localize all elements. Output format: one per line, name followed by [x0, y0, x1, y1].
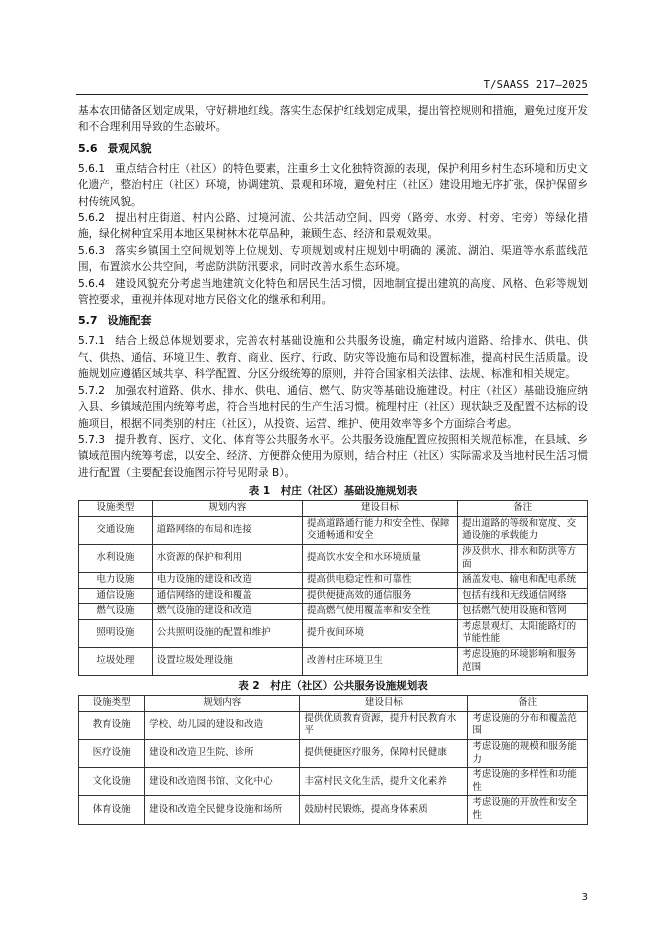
section-title: 景观风貌 [107, 141, 152, 155]
table-cell: 水利设施 [79, 544, 153, 572]
infrastructure-table [78, 500, 588, 676]
table-row [79, 544, 588, 572]
table1-caption: 表 1 村庄（社区）基础设施规划表 [248, 485, 418, 498]
clause-text: 重点结合村庄（社区）的特色要素，注重乡土文化独特资源的表现，保护利用乡村生态环境和历史文化遗产，整治村庄（社区）环境，协调建筑、景观和环境，避免村庄（社区）建设用地无序扩张，保护保留乡村传统风貌。 [78, 162, 588, 208]
table-row [79, 740, 588, 768]
header-rule [76, 94, 588, 95]
clause-5-7-1 [78, 333, 588, 382]
table-cell: 交通设施 [79, 516, 153, 544]
table-cell: 燃气设施 [79, 604, 153, 620]
header-cell: 建设目标 [302, 501, 457, 517]
table-cell: 教育设施 [79, 711, 145, 739]
table2-caption: 表 2 村庄（社区）公共服务设施规划表 [238, 680, 428, 693]
table-cell: 提高道路通行能力和安全性、保障交通畅通和安全 [302, 516, 457, 544]
clause-text: 提出村庄街道、村内公路、过境河流、公共活动空间、四旁（路旁、水旁、村旁、宅旁）等绿化措施，绿化树种宜采用本地区果树林木花草品种，兼顾生态、经济和景观效果。 [78, 212, 588, 241]
header-cell: 规划内容 [152, 501, 302, 517]
table-cell: 改善村庄环境卫生 [302, 648, 457, 676]
table-cell: 设置垃圾处理设施 [152, 648, 302, 676]
table-cell: 提高供电稳定性和可靠性 [302, 573, 457, 589]
clause-5-6-2 [78, 210, 588, 243]
table-row [79, 573, 588, 589]
table-cell: 提供优质教育资源，提升村民教育水平 [300, 711, 468, 739]
table-cell: 考虑设施的规模和服务能力 [468, 740, 588, 768]
table-cell: 建设和改造卫生院、诊所 [145, 740, 300, 768]
clause-5-6-4 [78, 276, 588, 309]
header-cell: 建设目标 [300, 696, 468, 712]
table-cell: 燃气设施的建设和改造 [152, 604, 302, 620]
clause-5-7-3 [78, 432, 588, 481]
public-service-table [78, 695, 588, 824]
table-cell: 通信设施 [79, 588, 153, 604]
page-number: 3 [581, 892, 588, 903]
table-header-row [79, 501, 588, 517]
table-cell: 学校、幼儿园的建设和改造 [145, 711, 300, 739]
table-cell: 鼓励村民锻炼，提高身体素质 [300, 796, 468, 824]
table-cell: 涵盖发电、输电和配电系统 [458, 573, 588, 589]
table-row [79, 604, 588, 620]
table-cell: 公共照明设施的配置和维护 [152, 619, 302, 647]
table-cell: 道路网络的布局和连接 [152, 516, 302, 544]
clause-5-6-3 [78, 243, 588, 276]
standard-code: T/SAASS 217—2025 [483, 79, 588, 91]
table-cell: 建设和改造图书馆、文化中心 [145, 768, 300, 796]
table-cell: 提升夜间环境 [302, 619, 457, 647]
clause-number: 5.7.3 [78, 433, 105, 446]
header-cell: 规划内容 [145, 696, 300, 712]
clause-number: 5.6.4 [78, 277, 105, 290]
page-content [78, 103, 588, 825]
section-number: 5.6 [78, 141, 98, 155]
table-cell: 医疗设施 [79, 740, 145, 768]
clause-number: 5.6.3 [78, 244, 105, 257]
table-cell: 建设和改造全民健身设施和场所 [145, 796, 300, 824]
intro-paragraph: 基本农田储备区划定成果，守好耕地红线。落实生态保护红线划定成果，提出管控规则和措施，避免过度开发和不合理利用导致的生态破坏。 [78, 105, 588, 134]
table-row [79, 711, 588, 739]
table-cell: 包括有线和无线通信网络 [458, 588, 588, 604]
clause-number: 5.7.2 [78, 384, 105, 397]
table-cell: 考虑设施的多样性和功能性 [468, 768, 588, 796]
table-cell: 考虑设施的环境影响和服务范围 [458, 648, 588, 676]
header-cell: 设施类型 [79, 696, 145, 712]
table-cell: 提供便捷高效的通信服务 [302, 588, 457, 604]
table-cell: 提高饮水安全和水环境质量 [302, 544, 457, 572]
clause-5-7-2 [78, 383, 588, 432]
clause-text: 落实乡镇国土空间规划等上位规划、专项规划或村庄规划中明确的 溪流、湖泊、渠道等水系蓝线范围，布置滨水公共空间，考虑防洪防汛要求，同时改善水系生态环境。 [78, 244, 588, 274]
table-cell: 考虑设施的分布和覆盖范围 [468, 711, 588, 739]
table-row [79, 768, 588, 796]
table-cell: 提高燃气使用覆盖率和安全性 [302, 604, 457, 620]
clause-text: 提升教育、医疗、文化、体育等公共服务水平。公共服务设施配置应按照相关规范标准，在县域、乡镇域范围内统筹考虑，以安全、经济、方便群众使用为原则，结合村庄（社区）实际需求及当地村民生活习惯进行配置（主要配套设施图示符号见附录 B）。 [78, 433, 588, 479]
table-cell: 涉及供水、排水和防洪等方面 [458, 544, 588, 572]
clause-number: 5.6.1 [78, 162, 105, 175]
clause-number: 5.6.2 [78, 212, 105, 225]
clause-text: 加强农村道路、供水、排水、供电、通信、燃气、防灾等基础设施建设。村庄（社区）基础设施应纳入县、乡镇域范围内统筹考虑，符合当地村民的生产生活习惯。梳理村庄（社区）现状缺乏及配置不达标的设施项目，根据不同类别的村庄（社区），从投资、运营、维护、使用效率等多个方面综合考虑。 [78, 384, 588, 430]
table-cell: 通信网络的建设和覆盖 [152, 588, 302, 604]
clause-text: 建设风貌充分考虑当地建筑文化特色和居民生活习惯，因地制宜提出建筑的高度、风格、色彩等规划管控要求，重视并体现对地方民俗文化的继承和利用。 [78, 277, 588, 307]
section-number: 5.7 [78, 314, 98, 328]
clause-text: 结合上级总体规划要求，完善农村基础设施和公共服务设施，确定村域内道路、给排水、供电、供气、供热、通信、环境卫生、教育、商业、医疗、行政、防灾等设施布局和设置标准，提高村民生活质量。设施规划应遵循区域共享、科学配置、分区分级统筹的原则，并符合国家相关法律、法规、标准和相关规定。 [78, 335, 588, 381]
table-cell: 水资源的保护和利用 [152, 544, 302, 572]
table-row [79, 648, 588, 676]
section-heading-5-6 [78, 141, 588, 157]
table-row [79, 588, 588, 604]
table-row [79, 516, 588, 544]
table-cell: 提出道路的等级和宽度、交通设施的承载能力 [458, 516, 588, 544]
table-cell: 丰富村民文化生活，提升文化素养 [300, 768, 468, 796]
header-cell: 设施类型 [79, 501, 153, 517]
table-cell: 文化设施 [79, 768, 145, 796]
clause-5-6-1 [78, 161, 588, 210]
table-header-row [79, 696, 588, 712]
table-cell: 提供便捷医疗服务，保障村民健康 [300, 740, 468, 768]
table-row [79, 619, 588, 647]
header-cell: 备注 [468, 696, 588, 712]
table-row [79, 796, 588, 824]
header-cell: 备注 [458, 501, 588, 517]
table-cell: 考虑设施的开放性和安全性 [468, 796, 588, 824]
table-cell: 垃圾处理 [79, 648, 153, 676]
table-cell: 考虑景观灯、太阳能路灯的节能性能 [458, 619, 588, 647]
section-title: 设施配套 [107, 314, 152, 328]
table-cell: 电力设施的建设和改造 [152, 573, 302, 589]
table-cell: 照明设施 [79, 619, 153, 647]
section-heading-5-7 [78, 313, 588, 329]
clause-number: 5.7.1 [78, 335, 105, 348]
table-cell: 包括燃气使用设施和管网 [458, 604, 588, 620]
table-cell: 体育设施 [79, 796, 145, 824]
table-cell: 电力设施 [79, 573, 153, 589]
